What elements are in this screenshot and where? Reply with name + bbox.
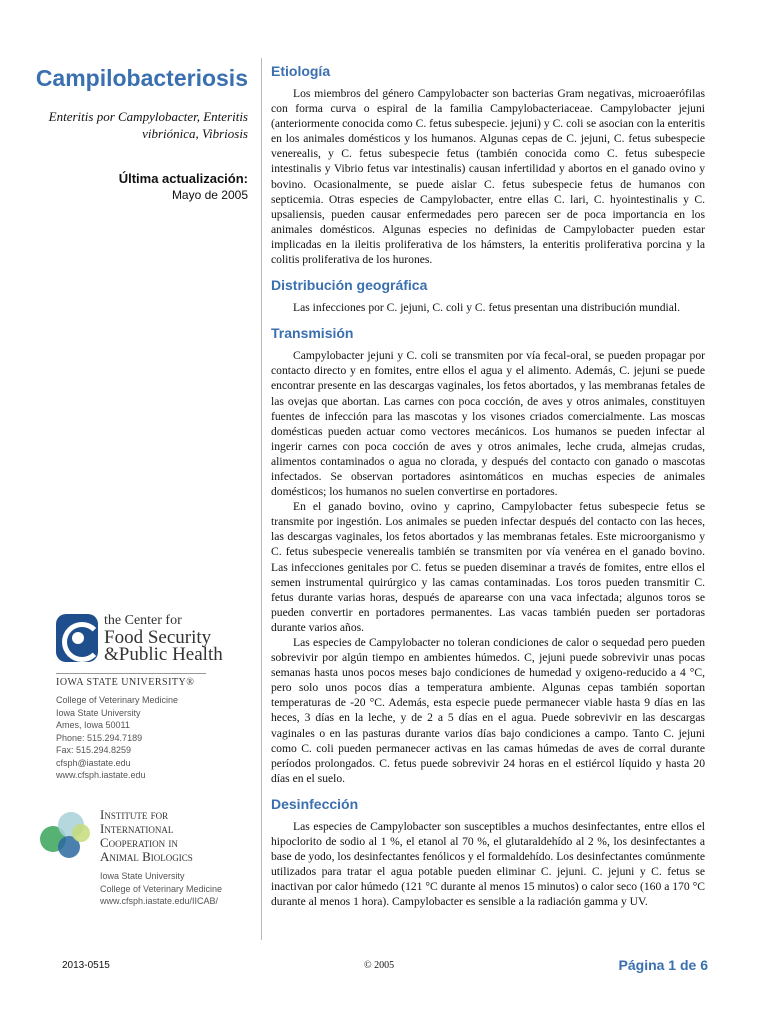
address-line: Iowa State University	[56, 707, 141, 718]
iicab-block	[38, 808, 248, 908]
iicab-name-line: Institute for	[100, 807, 169, 822]
left-column	[30, 60, 248, 202]
copyright: © 2005	[364, 960, 395, 971]
logo-circle	[72, 824, 90, 842]
iicab-name-line: Cooperation in	[100, 835, 178, 850]
section-heading: Etiología	[271, 63, 331, 79]
section-heading: Transmisión	[271, 325, 354, 342]
document-title: Campilobacteriosis	[35, 65, 248, 91]
cfsph-block	[56, 612, 246, 782]
email-link[interactable]: cfsph@iastate.edu	[56, 757, 131, 768]
column-divider	[261, 58, 262, 940]
body-paragraph: Las especies de Campylobacter no toleran condiciones de calor o sequedad pero pueden sobrevivir por algún tiempo en ambientes húmedos. C, jejuni puede sobrevivir unas pocas semanas hasta unos pocos meses bajo condiciones de humedad y oxigeno-reducido a 4 °C, pero solo unos pocos días a temperatura ambiente. Algunas cepas también soportan temperaturas de -20 °C. Además, esta especie puede permanecer viable hasta 9 días en las heces, 3 días en la leche, y de 2 a 5 días en el agua. Puede sobrevivir en las descargas vaginales o en las pasturas durante varios días bajo condiciones a campo. Tanto C. jejuni como C. coli pueden permanecer activas en las camas húmedas de aves de corral durante períodos prolongados. C. fetus puede sobrevivir 24 horas en el estiércol líquido y hasta 20 días en el suelo.	[271, 636, 705, 785]
body-paragraph: Campylobacter jejuni y C. coli se transmiten por vía fecal-oral, se pueden propagar por contacto directo y en fomites, entre ellos el agua y el alimento. Además, C. jejuni se puede encontrar presente en las descargas vaginales, los fetos abortados, y las membranas fetales de las ovejas que abortan. Las carnes con poca cocción, de aves y otros animales, constituyen fuentes de infección para las mascotas y los visones criados comercialmente. Las moscas domésticas pueden actuar como vectores mecánicos. Los humanos se pueden infectar al ingerir carnes con poca cocción de aves y otros animales, leche cruda, almejas crudas, alimentos contaminados o agua no clorada, y después del contacto con ganado o mascotas infectados. Se observan portadores asintomáticos en muchas especies de animales domésticos; los humanos no suelen convertirse en portadores.	[271, 349, 705, 499]
section	[271, 60, 705, 267]
address-line: Iowa State University	[100, 871, 185, 881]
cfsph-name	[104, 612, 223, 663]
iicab-logo-icon	[38, 808, 94, 864]
address-line: College of Veterinary Medicine	[56, 695, 179, 705]
main-content	[271, 60, 705, 917]
body-paragraph: Los miembros del género Campylobacter son bacterias Gram negativas, microaerófilas con forma curva o espiral de la familia Campylobacteriaceae. Campylobacter jejuni (anteriormente conocida como C. fetus subespecie. jejuni) y C. coli se asocian con la enteritis en los animales domésticos y los humanos. Algunas cepas de C. jejuni, C. fetus subespecie venerealis, y C. fetus subespecie fetus (también conocida como C. fetus subespecie intestinalis y Vibrio fetus var intestinalis) causan infertilidad y abortos en el ganado ovino y bovino. Ocasionalmente, se puede aislar C. fetus subespecie fetus de humanos con septicemia. Otras especies de Campylobacter, entre ellas C. lari, C. hyointestinalis y C. upsaliensis, pueden causar enfermedades pero parecen ser de poca importancia en los animales domésticos. Algunas especies no definidas de Campylobacter pueden estar implicadas en la ileitis proliferativa de los hámsters, la enteritis proliferativa porcina y la colitis proliferativa de los hurones.	[271, 87, 705, 267]
iicab-address	[100, 870, 248, 908]
page-number: Página 1 de 6	[618, 957, 708, 973]
body-paragraph: Las infecciones por C. jejuni, C. coli y C. fetus presentan una distribución mundial.	[293, 301, 681, 315]
last-update-date: Mayo de 2005	[171, 188, 248, 202]
iicab-name-line: Animal Biologics	[100, 849, 193, 864]
iicab-name-line: International	[100, 821, 174, 836]
isu-wordmark: IOWA STATE UNIVERSITY®	[56, 673, 206, 688]
cfsph-address	[56, 694, 246, 782]
body-paragraph: Las especies de Campylobacter son susceptibles a muchos desinfectantes, entre ellos el hipoclorito de sodio al 1 %, el etanol al 70 %, el glutaraldehído al 2 %, los desinfectantes a base de yodo, los desinfectantes fenólicos y el formaldehído. Los desinfectantes comúnmente utilizados para tratar el agua potable pueden eliminar C. jejuni. C. jejuni y C. fetus se inactivan por calor húmedo (121 °C durante al menos 15 minutos) o calor seco (160 a 170 °C durante al menos 1 hora). Campylobacter es sensible a la radiación gamma y UV.	[271, 819, 705, 909]
address-line: College of Veterinary Medicine	[100, 883, 223, 894]
website-link[interactable]: www.cfsph.iastate.edu/IICAB/	[100, 896, 219, 906]
cfsph-name-line3: &Public Health	[104, 644, 223, 665]
section-heading: Distribución geográfica	[271, 277, 428, 294]
section-heading: Desinfección	[271, 795, 359, 812]
last-update-label: Última actualización:	[118, 171, 248, 186]
fax-line: Fax: 515.294.8259	[56, 745, 132, 755]
cfsph-logo	[56, 612, 246, 663]
cfsph-name-line2: Food Security	[104, 627, 212, 648]
cfsph-logo-icon	[56, 614, 98, 662]
section	[271, 274, 705, 315]
address-line: Ames, Iowa 50011	[56, 720, 130, 730]
section	[271, 322, 705, 786]
cfsph-name-line1: the Center for	[104, 613, 182, 628]
website-link[interactable]: www.cfsph.iastate.edu	[56, 770, 146, 780]
section	[271, 793, 705, 910]
document-subtitle: Enteritis por Campylobacter, Enteritis vibriónica, Vibriosis	[48, 109, 248, 141]
iicab-name	[100, 808, 193, 864]
phone-line: Phone: 515.294.7189	[56, 732, 143, 743]
document-code: 2013-0515	[62, 960, 110, 971]
body-paragraph: En el ganado bovino, ovino y caprino, Campylobacter fetus subespecie fetus se transmite por ingestión. Los animales se pueden infectar después del contacto con las heces, las descargas vaginales, los fetos abortados y las membranas fetales. Este microorganismo y C. fetus subespecie venerealis también se transmiten por vía venérea en el ganado bovino. Las infecciones genitales por C. fetus se pueden diseminar a través de fomites, entre ellos el semen instrumental quirúrgico y las camas contaminadas. Los toros pueden transmitir C. fetus durante varias horas, después de aparearse con una vaca infectada; algunos toros se pueden convertir en portadores permanentes. Las vacas también pueden ser portadoras durante varios años.	[271, 500, 705, 634]
